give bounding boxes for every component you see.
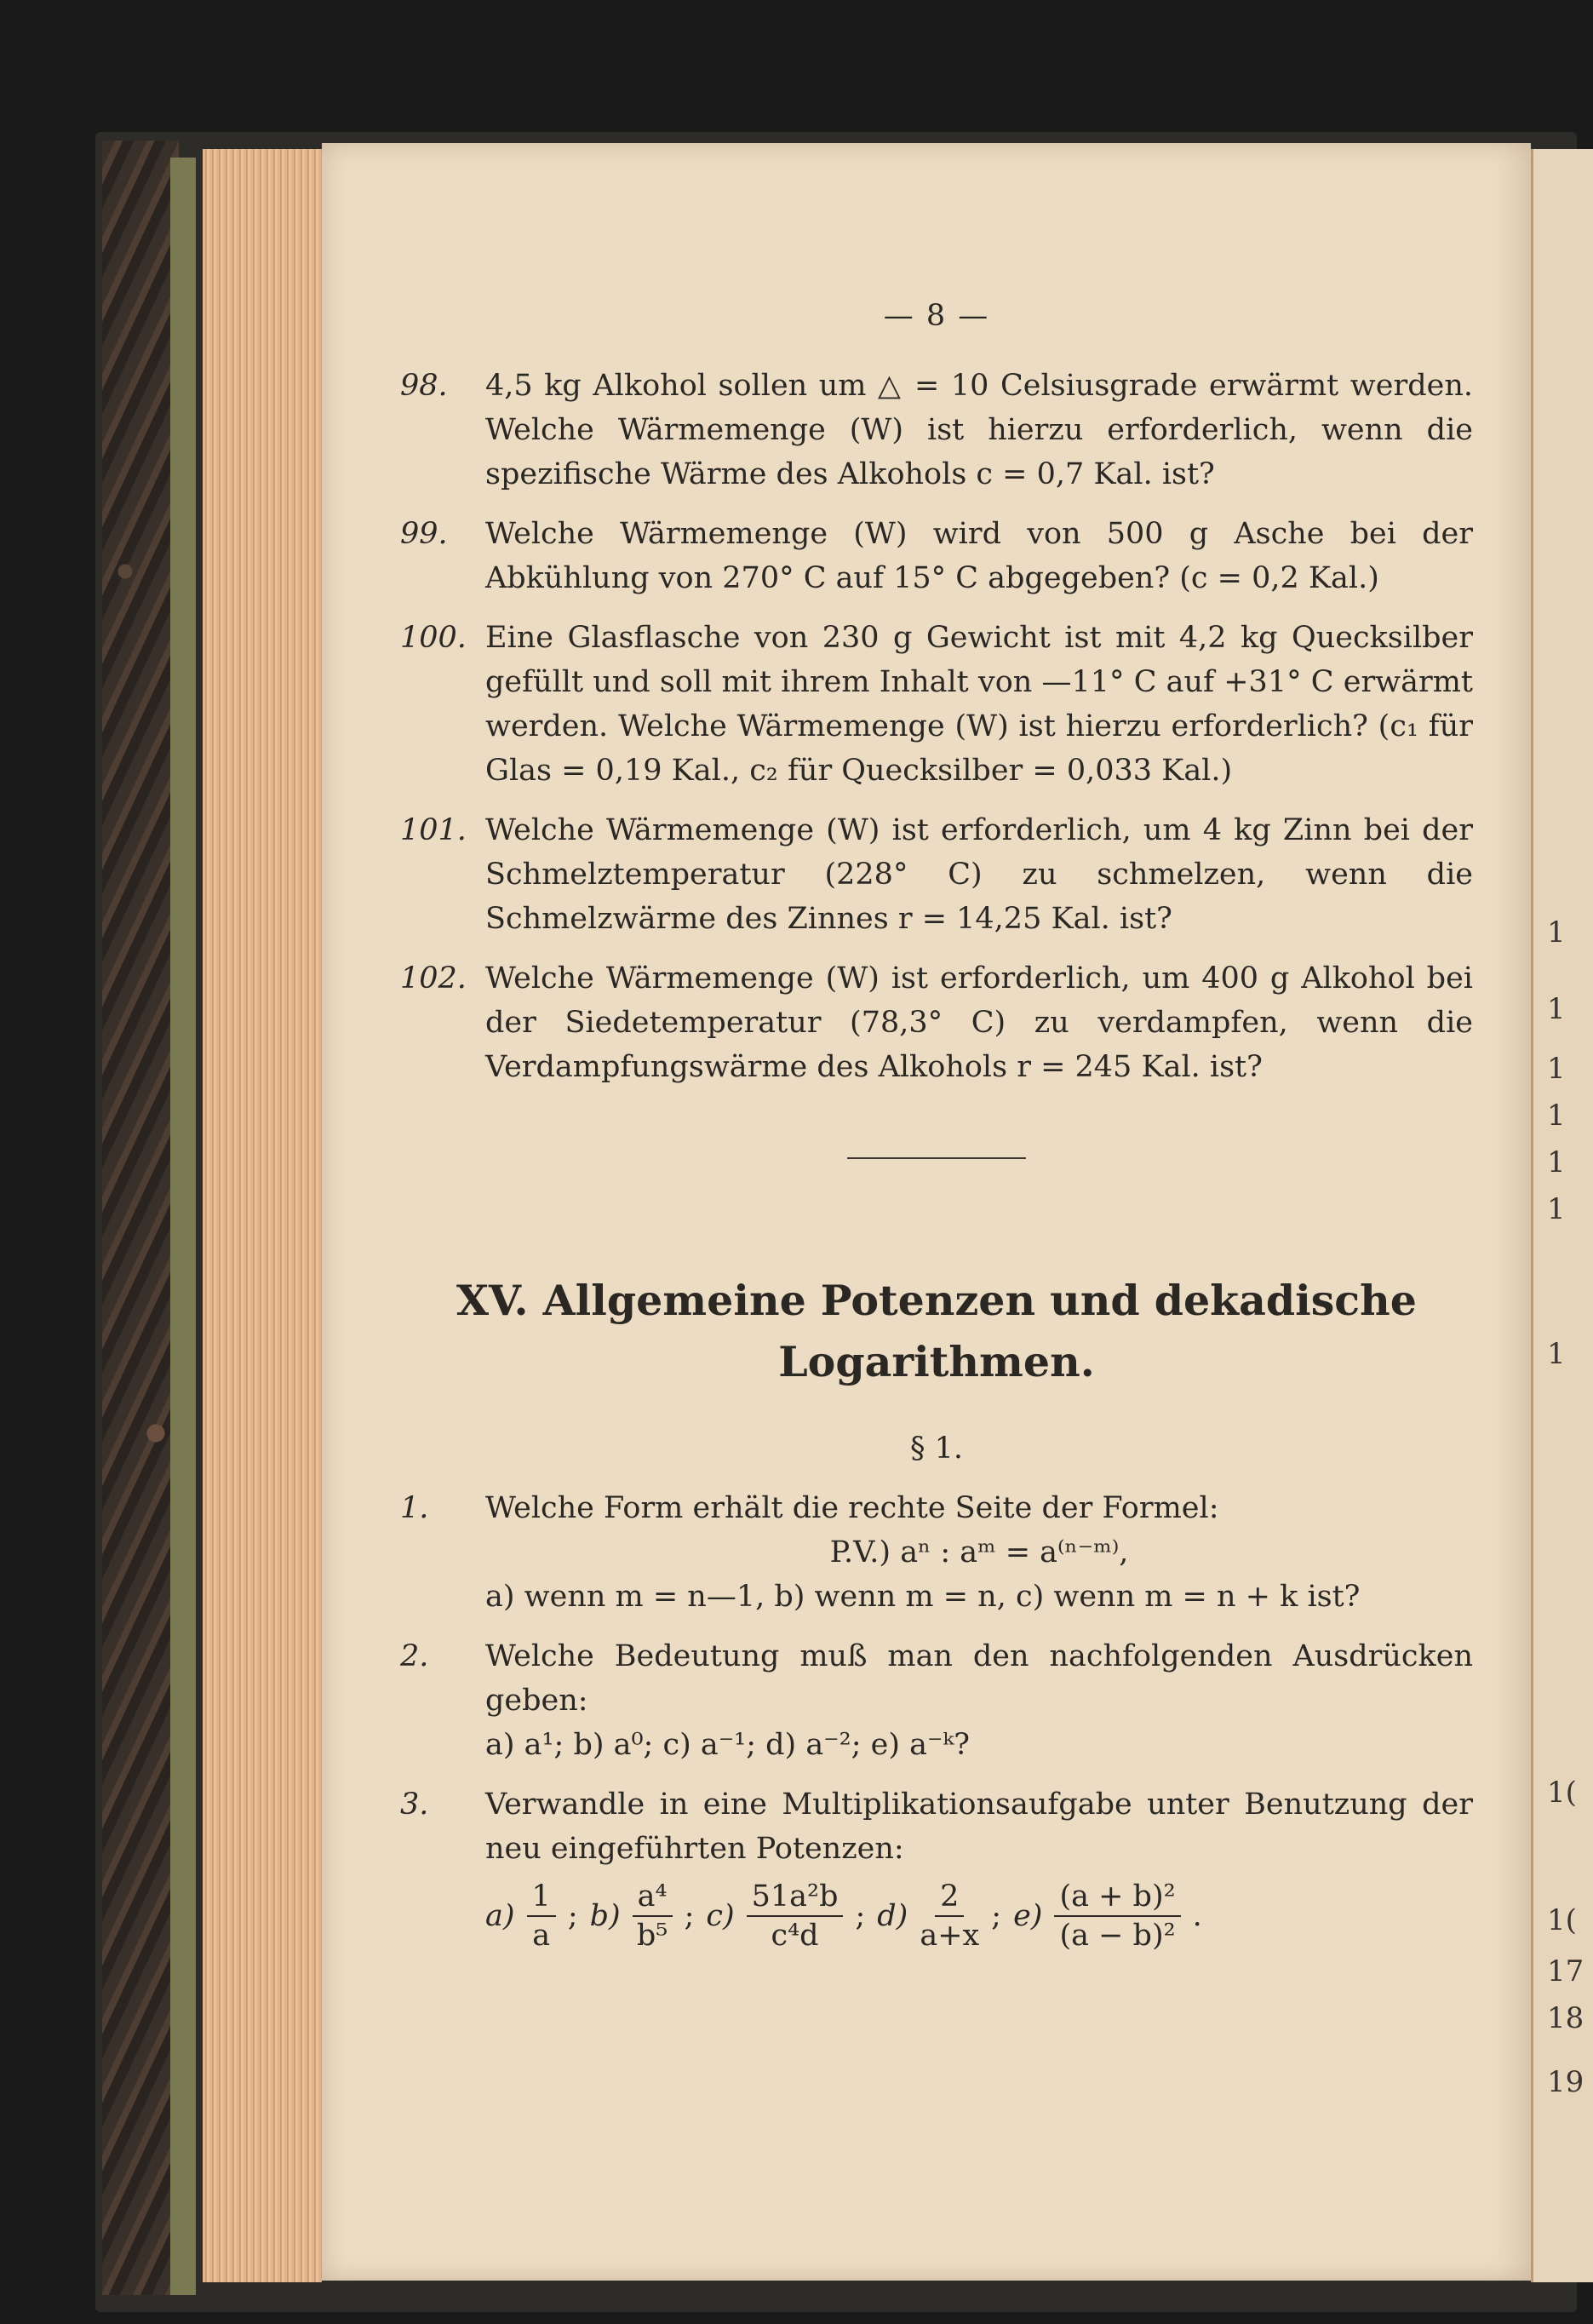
next-page-fragment: 17 bbox=[1547, 1954, 1584, 1988]
page-content bbox=[400, 294, 1473, 1970]
problem-text: 4,5 kg Alkohol sollen um △ = 10 Celsiusgrade erwärmt werden. Welche Wärmemenge (W) ist hierzu erforderlich, wenn die spezifische Wärme des Alkohols c = 0,7 Kal. ist? bbox=[485, 369, 1473, 491]
exercise-text: Welche Form erhält die rechte Seite der Formel: bbox=[485, 1491, 1219, 1525]
adjacent-page bbox=[1531, 149, 1593, 2282]
fraction-label: e) bbox=[1013, 1899, 1043, 1933]
fraction-numerator: 51a²b bbox=[747, 1878, 844, 1917]
problem-number: 98. bbox=[400, 369, 448, 403]
exercise-number: 2. bbox=[400, 1639, 429, 1673]
fraction-denominator: a+x bbox=[920, 1919, 980, 1953]
chapter-heading-line: XV. Allgemeine Potenzen und dekadische bbox=[456, 1276, 1417, 1325]
next-page-fragment: 1( bbox=[1547, 1776, 1577, 1810]
book-spine bbox=[170, 158, 196, 2295]
exercise-number: 1. bbox=[400, 1491, 429, 1525]
fraction-separator: . bbox=[1192, 1899, 1202, 1933]
fraction bbox=[747, 1878, 844, 1954]
fraction-numerator: 2 bbox=[935, 1878, 964, 1917]
exercise-body bbox=[485, 1634, 1473, 1767]
fraction-separator: ; bbox=[991, 1899, 1002, 1933]
chapter-heading bbox=[400, 1270, 1473, 1392]
problem-text: Welche Wärmemenge (W) ist erforderlich, um 4 kg Zinn bei der Schmelztemperatur (228° C) zu schmelzen, wenn die Schmelzwärme des Zinnes r = 14,25 Kal. ist? bbox=[485, 813, 1473, 936]
next-page-fragment: 1 bbox=[1547, 1145, 1566, 1179]
next-page-fragment: 1 bbox=[1547, 1099, 1566, 1133]
fraction-numerator: 1 bbox=[527, 1878, 556, 1917]
fraction bbox=[920, 1878, 979, 1954]
next-page-fragment: 1 bbox=[1547, 915, 1566, 950]
problem-item bbox=[400, 956, 1473, 1089]
next-page-fragment: 1 bbox=[1547, 1192, 1566, 1226]
next-page-fragment: 1 bbox=[1547, 1337, 1566, 1371]
formula: P.V.) aⁿ : aᵐ = a⁽ⁿ⁻ᵐ⁾, bbox=[829, 1535, 1129, 1569]
problem-text: Welche Wärmemenge (W) ist erforderlich, um 400 g Alkohol bei der Siedetemperatur (78,3° C) zu verdampfen, wenn die Verdampfungswärme des Alkohols r = 245 Kal. ist? bbox=[485, 961, 1473, 1084]
marbled-cover-edge bbox=[102, 141, 179, 2295]
exercise-item bbox=[400, 1634, 1473, 1767]
exercise-text: Verwandle in eine Multiplikationsaufgabe unter Benutzung der neu eingeführten Potenzen: bbox=[485, 1787, 1473, 1866]
section-marker: § 1. bbox=[909, 1432, 964, 1466]
fraction-label: a) bbox=[485, 1899, 515, 1933]
fraction-separator: ; bbox=[855, 1899, 866, 1933]
next-page-fragment: 1( bbox=[1547, 1903, 1577, 1937]
fraction bbox=[633, 1878, 673, 1954]
exercise-item bbox=[400, 1486, 1473, 1619]
fraction bbox=[527, 1878, 556, 1954]
next-page-fragment: 19 bbox=[1547, 2065, 1584, 2099]
chapter-heading-line: Logarithmen. bbox=[778, 1337, 1095, 1386]
exercise-text: Welche Bedeutung muß man den nachfolgenden Ausdrücken geben: bbox=[485, 1639, 1473, 1718]
problem-number: 102. bbox=[400, 961, 467, 996]
fraction bbox=[1054, 1878, 1180, 1954]
exercise-body bbox=[485, 1782, 1473, 1954]
fraction-separator: ; bbox=[567, 1899, 578, 1933]
problem-text: Welche Wärmemenge (W) wird von 500 g Asche bei der Abkühlung von 270° C auf 15° C abgegeben? (c = 0,2 Kal.) bbox=[485, 517, 1473, 595]
exercise-cases: a) wenn m = n—1, b) wenn m = n, c) wenn m = n + k ist? bbox=[485, 1580, 1361, 1614]
problem-number: 99. bbox=[400, 517, 448, 551]
next-page-fragment: 1 bbox=[1547, 1052, 1566, 1086]
section-divider bbox=[847, 1157, 1026, 1159]
fraction-denominator: b⁵ bbox=[636, 1919, 668, 1953]
fraction-denominator: c⁴d bbox=[771, 1919, 819, 1953]
problem-number: 100. bbox=[400, 621, 467, 655]
problem-item bbox=[400, 512, 1473, 600]
fraction-label: c) bbox=[706, 1899, 735, 1933]
fraction-numerator: a⁴ bbox=[633, 1878, 673, 1917]
fraction-label: d) bbox=[877, 1899, 908, 1933]
problem-item bbox=[400, 616, 1473, 793]
fraction-numerator: (a + b)² bbox=[1054, 1878, 1180, 1917]
exercise-item bbox=[400, 1782, 1473, 1954]
problem-number: 101. bbox=[400, 813, 467, 847]
page-edges bbox=[203, 149, 322, 2282]
exercise-body bbox=[485, 1486, 1473, 1619]
fraction-label: b) bbox=[589, 1899, 621, 1933]
fraction-denominator: a bbox=[532, 1919, 551, 1953]
next-page-fragment: 1 bbox=[1547, 992, 1566, 1026]
exercise-number: 3. bbox=[400, 1787, 429, 1822]
exercise-cases: a) a¹; b) a⁰; c) a⁻¹; d) a⁻²; e) a⁻ᵏ? bbox=[485, 1728, 970, 1762]
fraction-separator: ; bbox=[684, 1899, 695, 1933]
page-number: — 8 — bbox=[883, 299, 990, 333]
next-page-fragment: 18 bbox=[1547, 2001, 1584, 2035]
problem-item bbox=[400, 808, 1473, 941]
problem-item bbox=[400, 364, 1473, 496]
problem-text: Eine Glasflasche von 230 g Gewicht ist mit 4,2 kg Quecksilber gefüllt und soll mit ihrem Inhalt von —11° C auf +31° C erwärmt werden. Welche Wärmemenge (W) ist hierzu erforderlich? (c₁ für Glas = 0,19 Kal., c₂ für Quecksilber = 0,033 Kal.) bbox=[485, 621, 1473, 788]
fraction-list bbox=[485, 1878, 1473, 1954]
fraction-denominator: (a − b)² bbox=[1059, 1919, 1176, 1953]
